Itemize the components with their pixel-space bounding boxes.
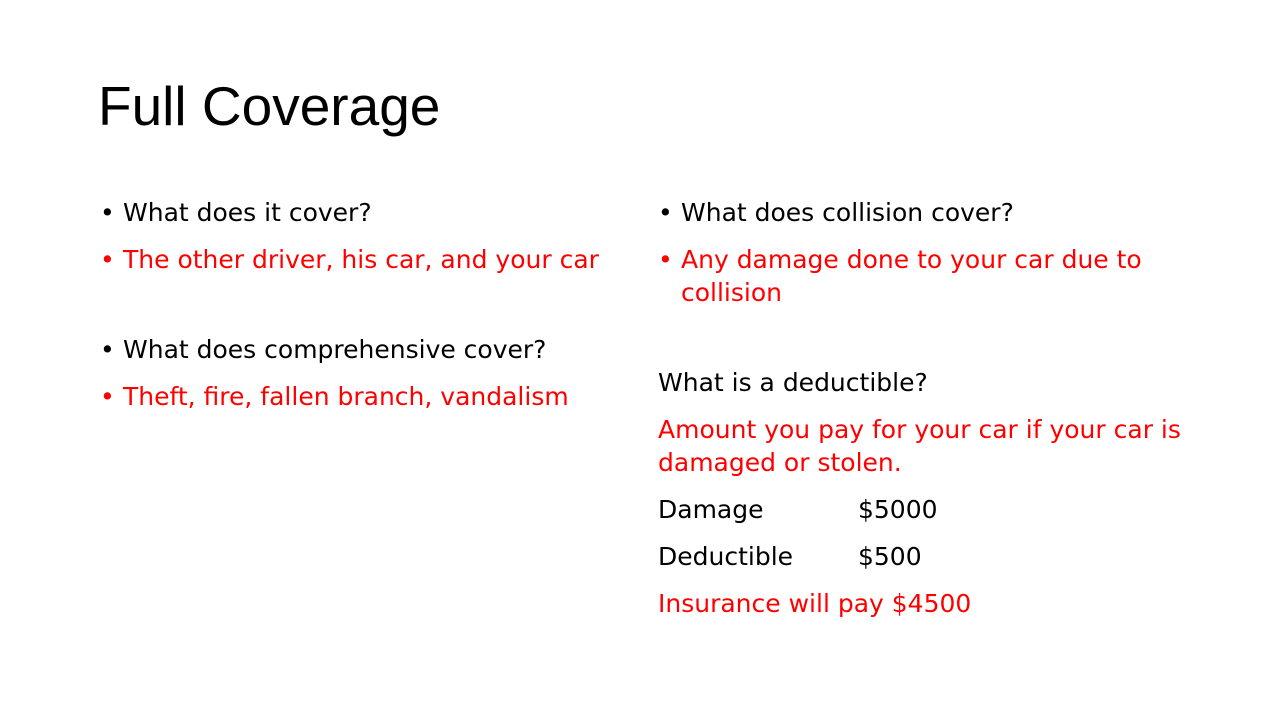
answer-text: The other driver, his car, and your car [123,245,599,274]
bullet-dot-icon: • [100,245,115,274]
spacer [100,290,630,333]
bullet-answer-cover [100,243,630,276]
left-column [100,196,630,427]
answer-text: Theft, fire, fallen branch, vandalism [123,382,569,411]
answer-deductible: Amount you pay for your car if your car is damaged or stolen. [658,415,1181,477]
deductible-row [658,540,1188,573]
bullet-dot-icon: • [100,335,115,364]
question-deductible: What is a deductible? [658,368,928,397]
slide-title: Full Coverage [98,75,441,137]
bullet-question-comprehensive [100,333,630,366]
damage-row [658,493,1188,526]
bullet-dot-icon: • [658,198,673,227]
deductible-value: $500 [858,542,922,571]
spacer [658,323,1188,366]
answer-text: Any damage done to your car due to collision [681,245,1142,307]
damage-label: Damage [658,495,764,524]
insurance-pays: Insurance will pay $4500 [658,589,972,618]
bullet-dot-icon: • [658,245,673,274]
question-text: What does collision cover? [681,198,1014,227]
bullet-question-collision [658,196,1188,229]
damage-value: $5000 [858,495,938,524]
bullet-answer-collision [658,243,1188,309]
bullet-dot-icon: • [100,382,115,411]
bullet-answer-comprehensive [100,380,630,413]
deductible-label: Deductible [658,542,794,571]
bullet-question-cover [100,196,630,229]
question-text: What does comprehensive cover? [123,335,547,364]
bullet-dot-icon: • [100,198,115,227]
question-text: What does it cover? [123,198,372,227]
right-column [658,196,1188,634]
